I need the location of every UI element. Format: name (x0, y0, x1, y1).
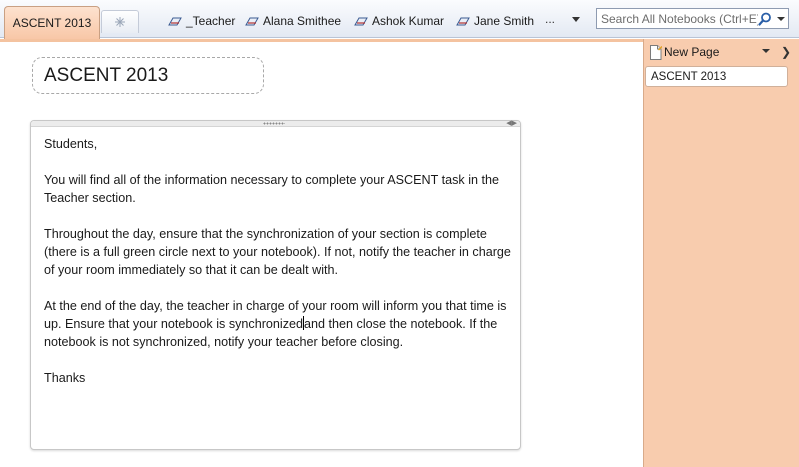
section-tab-strip (0, 0, 799, 38)
section-group-icon (455, 15, 471, 27)
search-input[interactable] (597, 9, 758, 28)
tab-teacher[interactable] (167, 12, 235, 30)
tab-label: Alana Smithee (263, 14, 342, 28)
tab-ascent-2013[interactable] (4, 6, 100, 39)
tab-label: Ashok Kumar (372, 14, 445, 28)
new-section-tab[interactable] (101, 10, 139, 33)
section-group-icon (244, 15, 260, 27)
section-group-icon (353, 15, 369, 27)
resize-arrows-icon[interactable]: ◀▶ (506, 120, 517, 127)
note-drag-handle[interactable] (31, 121, 520, 127)
note-closing: Thanks (44, 371, 86, 385)
chevron-down-icon[interactable] (762, 48, 770, 56)
new-page-label: New Page (664, 45, 720, 59)
note-paragraph: You will find all of the information necessary to complete your ASCENT task in the Teacher section. (44, 173, 500, 205)
note-container[interactable] (30, 120, 521, 450)
tab-label: ASCENT 2013 (12, 16, 92, 30)
note-paragraph: Throughout the day, ensure that the synchronization of your section is complete (there is a full green circle next to your notebook). If not, notify the teacher in charge of your room immediately so that it can be dealt with. (44, 227, 511, 277)
new-page-button[interactable] (649, 44, 719, 60)
search-box (596, 8, 789, 29)
note-paragraph (44, 297, 514, 351)
chevron-right-icon[interactable]: ❯ (781, 45, 792, 59)
page-tab-item[interactable] (645, 66, 788, 87)
tab-jane-smith[interactable] (455, 12, 534, 30)
new-page-icon (649, 45, 662, 60)
tab-alana-smithee[interactable] (244, 12, 341, 30)
tab-label: Jane Smith (474, 14, 535, 28)
note-text-run: and then close the notebook. If the notebook is not synchronized, notify your teacher before closing. (44, 317, 498, 349)
page-tabs-pane (643, 39, 799, 467)
more-sections-ellipsis[interactable]: ... (545, 12, 556, 26)
tab-ashok-kumar[interactable] (353, 12, 444, 30)
note-text-run: At the end of the day, the teacher in charge of your room will inform you that time is up. Ensure that your notebook is synchronized (44, 299, 507, 331)
note-text[interactable] (44, 135, 514, 405)
tab-label: _Teacher (186, 14, 236, 28)
chevron-down-icon[interactable] (571, 15, 581, 25)
sparkle-icon (114, 16, 126, 28)
search-icon[interactable] (758, 12, 772, 26)
note-greeting: Students, (44, 137, 98, 151)
search-scope-dropdown[interactable] (774, 9, 788, 28)
section-group-icon (167, 15, 183, 27)
grip-dots-icon (263, 122, 285, 125)
page-title[interactable]: ASCENT 2013 (32, 57, 264, 94)
page-tab-label: ASCENT 2013 (651, 70, 727, 83)
page-canvas[interactable] (0, 39, 643, 467)
